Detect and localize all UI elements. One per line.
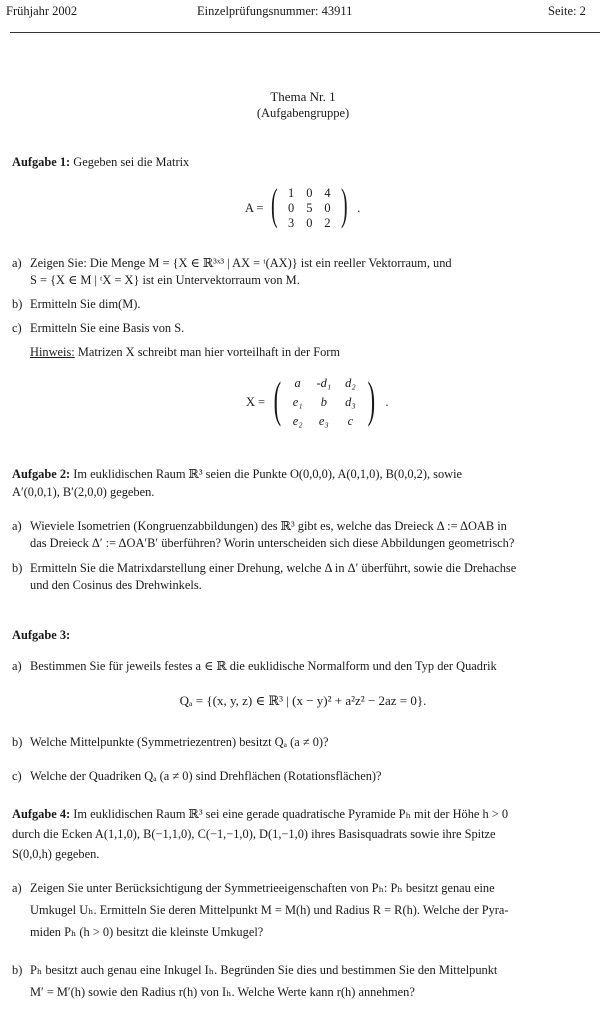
header-page: Seite: 2 bbox=[548, 4, 586, 18]
matrix-cell: a bbox=[294, 376, 301, 390]
matrix-a: A = ( 1 0 4 0 5 0 3 0 2 ) . bbox=[245, 180, 361, 230]
a4-b-line1: Pₕ besitzt auch genau eine Inkugel Iₕ. Begründen Sie dies und bestimmen Sie den Mittelpunkt bbox=[30, 963, 498, 977]
a1-c-text: Ermitteln Sie eine Basis von S. bbox=[30, 321, 185, 335]
a2-b-line2: und den Cosinus des Drehwinkels. bbox=[30, 578, 202, 592]
a4-intro-line1 bbox=[12, 806, 508, 823]
matrix-cell: 4 bbox=[324, 186, 331, 200]
matrix-a-tail: . bbox=[357, 200, 361, 215]
a4-a-line1: Zeigen Sie unter Berücksichtigung der Symmetrieeigenschaften von Pₕ: Pₕ besitzt genau eine bbox=[30, 881, 495, 895]
a4-intro3: S(0,0,h) gegeben. bbox=[12, 847, 100, 861]
a1-a-line1: Zeigen Sie: Die Menge M = {X ∈ ℝ³ˣ³ | AX = ᵗ(AX)} ist ein reeller Vektorraum, und bbox=[30, 256, 452, 270]
a2-a-line2: das Dreieck Δ′ := ΔOA′B′ überführen? Worin unterscheiden sich diese Abbildungen geometrisch? bbox=[30, 536, 515, 550]
a2-intro2: A′(0,0,1), B′(2,0,0) gegeben. bbox=[12, 485, 155, 499]
a3-b-text: Welche Mittelpunkte (Symmetriezentren) besitzt Qₐ (a ≠ 0)? bbox=[30, 735, 329, 749]
matrix-x: X = ( a -d₁ d₂ e₁ b d₃ e₂ e₃ c ) . bbox=[246, 374, 388, 431]
a3-b-label: b) bbox=[12, 735, 23, 749]
a4-a-label: a) bbox=[12, 881, 22, 895]
a1-b-text: Ermitteln Sie dim(M). bbox=[30, 297, 141, 311]
a2-a-line1: Wieviele Isometrien (Kongruenzabbildungen) des ℝ³ gibt es, welche das Dreieck Δ := ΔOAB in bbox=[30, 519, 507, 533]
matrix-a-label: A = bbox=[245, 200, 264, 215]
a1-b-label: b) bbox=[12, 297, 23, 311]
matrix-a-table bbox=[282, 186, 337, 231]
a4-intro1: Im euklidischen Raum ℝ³ sei eine gerade quadratische Pyramide Pₕ mit der Höhe h > 0 bbox=[73, 807, 509, 821]
matrix-x-table bbox=[286, 374, 363, 431]
matrix-cell: d₂ bbox=[345, 376, 356, 390]
a4-b-label: b) bbox=[12, 963, 23, 977]
a3-c-text: Welche der Quadriken Qₐ (a ≠ 0) sind Drehflächen (Rotationsflächen)? bbox=[30, 769, 382, 783]
header-rule bbox=[10, 32, 600, 33]
a2-b-label: b) bbox=[12, 561, 23, 575]
matrix-cell: 0 bbox=[306, 215, 313, 230]
a1-heading: Aufgabe 1: bbox=[12, 155, 71, 169]
matrix-cell: d₃ bbox=[345, 394, 356, 409]
matrix-x-tail: . bbox=[385, 394, 389, 409]
matrix-cell: e₂ bbox=[292, 413, 303, 428]
matrix-cell: e₁ bbox=[292, 394, 303, 409]
header-semester: Frühjahr 2002 bbox=[6, 4, 78, 18]
a4-a-line3: miden Pₕ (h > 0) besitzt die kleinste Umkugel? bbox=[30, 925, 264, 939]
matrix-cell: b bbox=[320, 394, 327, 409]
thema-title: Thema Nr. 1 bbox=[270, 89, 336, 104]
a1-intro-line bbox=[12, 154, 189, 171]
matrix-cell: c bbox=[347, 413, 354, 428]
matrix-cell: 0 bbox=[324, 200, 331, 215]
a2-intro1: Im euklidischen Raum ℝ³ seien die Punkte O(0,0,0), A(0,1,0), B(0,0,2), sowie bbox=[73, 467, 463, 481]
a4-b-line2: M′ = M′(h) sowie den Radius r(h) von Iₕ. Welche Werte kann r(h) annehmen? bbox=[30, 985, 415, 999]
a4-heading: Aufgabe 4: bbox=[12, 807, 71, 821]
a3-a-text: Bestimmen Sie für jeweils festes a ∈ ℝ die euklidische Normalform und den Typ der Quadrik bbox=[30, 659, 497, 673]
matrix-cell: 3 bbox=[288, 215, 295, 230]
a3-heading: Aufgabe 3: bbox=[12, 628, 71, 642]
a1-hint bbox=[30, 344, 340, 361]
a1-hint-head: Hinweis: bbox=[30, 345, 75, 359]
matrix-x-label: X = bbox=[246, 394, 266, 409]
matrix-cell: e₃ bbox=[318, 413, 329, 428]
a2-a-label: a) bbox=[12, 519, 22, 533]
a1-hint-text: Matrizen X schreibt man hier vorteilhaft in der Form bbox=[77, 345, 341, 359]
a3-formula: Qₐ = {(x, y, z) ∈ ℝ³ | (x − y)² + a²z² − 2az = 0}. bbox=[179, 693, 427, 708]
a3-a-label: a) bbox=[12, 659, 22, 673]
a2-intro-line1 bbox=[12, 466, 462, 483]
matrix-cell: -d₁ bbox=[316, 376, 332, 390]
a1-a-label: a) bbox=[12, 256, 22, 270]
a1-a-line2: S = {X ∈ M | ᵗX = X} ist ein Untervektorraum von M. bbox=[30, 273, 300, 287]
a2-b-line1: Ermitteln Sie die Matrixdarstellung einer Drehung, welche Δ in Δ′ überführt, sowie die Drehachse bbox=[30, 561, 517, 575]
matrix-cell: 1 bbox=[288, 186, 295, 200]
header-exam-number: Einzelprüfungsnummer: 43911 bbox=[197, 4, 353, 18]
a4-intro2: durch die Ecken A(1,1,0), B(−1,1,0), C(−1,−1,0), D(1,−1,0) ihres Basisquadrats sowie ihre Spitze bbox=[12, 827, 496, 841]
a2-heading: Aufgabe 2: bbox=[12, 467, 71, 481]
a1-intro: Gegeben sei die Matrix bbox=[73, 155, 190, 169]
matrix-cell: 5 bbox=[306, 200, 313, 215]
thema-subtitle: (Aufgabengruppe) bbox=[256, 106, 350, 120]
matrix-cell: 0 bbox=[306, 186, 313, 200]
matrix-cell: 2 bbox=[324, 215, 331, 230]
matrix-cell: 0 bbox=[288, 200, 295, 215]
a4-a-line2: Umkugel Uₕ. Ermitteln Sie deren Mittelpunkt M = M(h) und Radius R = R(h). Welche der Pyra- bbox=[30, 903, 509, 917]
a3-c-label: c) bbox=[12, 769, 22, 783]
a1-c-label: c) bbox=[12, 321, 22, 335]
